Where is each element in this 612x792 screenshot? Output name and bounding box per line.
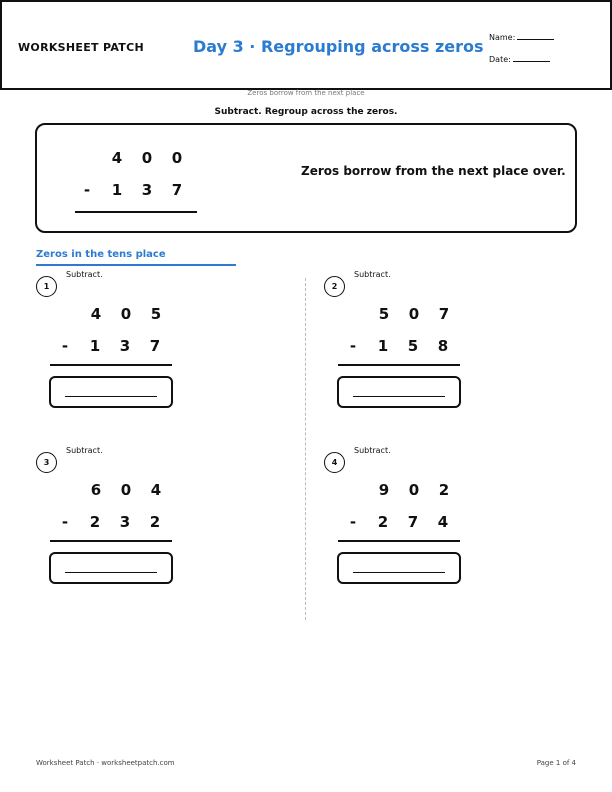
worksheet-header [0, 0, 612, 90]
example-digit: 1 [111, 181, 123, 199]
brand-name: WORKSHEET PATCH [18, 41, 144, 54]
problem-digit: 9 [378, 481, 390, 499]
problem-3 [36, 446, 236, 606]
problem-digit: 4 [437, 513, 449, 531]
problem-digit: 4 [90, 305, 102, 323]
problem-top-number [81, 481, 171, 499]
problem-digit: 4 [150, 481, 162, 499]
problem-bottom-number [338, 513, 458, 531]
section-underline [36, 264, 236, 266]
problem-top-number [369, 305, 459, 323]
date-blank[interactable] [513, 61, 550, 62]
problem-digit: 7 [438, 305, 450, 323]
answer-box[interactable] [49, 552, 173, 584]
footer-site: Worksheet Patch · worksheetpatch.com [36, 759, 175, 767]
problem-digit: 0 [120, 305, 132, 323]
problem-1 [36, 270, 236, 430]
problem-digit: 8 [437, 337, 449, 355]
problem-digit: 2 [438, 481, 450, 499]
problem-label: Subtract. [354, 446, 391, 455]
instruction: Subtract. Regroup across the zeros. [214, 107, 398, 117]
example-digit: 7 [171, 181, 183, 199]
minus-sign: - [349, 513, 357, 531]
problem-bottom-number [50, 513, 170, 531]
column-divider [305, 278, 306, 620]
problem-digit: 1 [89, 337, 101, 355]
problem-4 [324, 446, 524, 606]
tagline: Zeros borrow from the next place [247, 89, 365, 97]
problem-answer-line [338, 364, 460, 366]
problem-digit: 1 [377, 337, 389, 355]
example-top-number [102, 149, 192, 167]
footer-page-number: Page 1 of 4 [536, 759, 576, 767]
date-label: Date: [489, 55, 511, 64]
problem-label: Subtract. [354, 270, 391, 279]
problem-number-badge: 3 [36, 452, 57, 473]
answer-blank [65, 396, 157, 397]
problem-answer-line [338, 540, 460, 542]
example-box [35, 123, 577, 233]
problem-digit: 5 [407, 337, 419, 355]
date-field[interactable] [489, 55, 550, 64]
answer-box[interactable] [337, 376, 461, 408]
name-blank[interactable] [517, 39, 554, 40]
minus-sign: - [61, 337, 69, 355]
problem-label: Subtract. [66, 446, 103, 455]
example-digit: 0 [141, 149, 153, 167]
problem-digit: 0 [408, 305, 420, 323]
problem-digit: 3 [119, 337, 131, 355]
problem-digit: 2 [89, 513, 101, 531]
problem-2 [324, 270, 524, 430]
problem-number-badge: 4 [324, 452, 345, 473]
problem-bottom-number [338, 337, 458, 355]
problem-number-badge: 1 [36, 276, 57, 297]
answer-blank [65, 572, 157, 573]
answer-box[interactable] [49, 376, 173, 408]
problem-digit: 7 [149, 337, 161, 355]
problem-number-badge: 2 [324, 276, 345, 297]
problem-answer-line [50, 364, 172, 366]
example-answer-line [75, 211, 197, 213]
example-digit: 4 [111, 149, 123, 167]
minus-sign: - [83, 181, 91, 199]
problem-digit: 7 [407, 513, 419, 531]
problem-digit: 0 [120, 481, 132, 499]
problem-digit: 0 [408, 481, 420, 499]
answer-blank [353, 396, 445, 397]
problem-digit: 6 [90, 481, 102, 499]
example-note: Zeros borrow from the next place over. [301, 164, 566, 178]
name-label: Name: [489, 33, 516, 42]
example-digit: 3 [141, 181, 153, 199]
minus-sign: - [61, 513, 69, 531]
problem-top-number [81, 305, 171, 323]
name-field[interactable] [489, 33, 554, 42]
minus-sign: - [349, 337, 357, 355]
problem-digit: 3 [119, 513, 131, 531]
example-bottom-number [72, 181, 192, 199]
problem-top-number [369, 481, 459, 499]
answer-blank [353, 572, 445, 573]
answer-box[interactable] [337, 552, 461, 584]
problem-digit: 2 [149, 513, 161, 531]
problem-digit: 5 [378, 305, 390, 323]
problem-digit: 2 [377, 513, 389, 531]
worksheet-title: Day 3 · Regrouping across zeros [193, 37, 484, 56]
problem-answer-line [50, 540, 172, 542]
example-digit: 0 [171, 149, 183, 167]
section-title: Zeros in the tens place [36, 249, 166, 260]
problem-digit: 5 [150, 305, 162, 323]
problem-label: Subtract. [66, 270, 103, 279]
problem-bottom-number [50, 337, 170, 355]
